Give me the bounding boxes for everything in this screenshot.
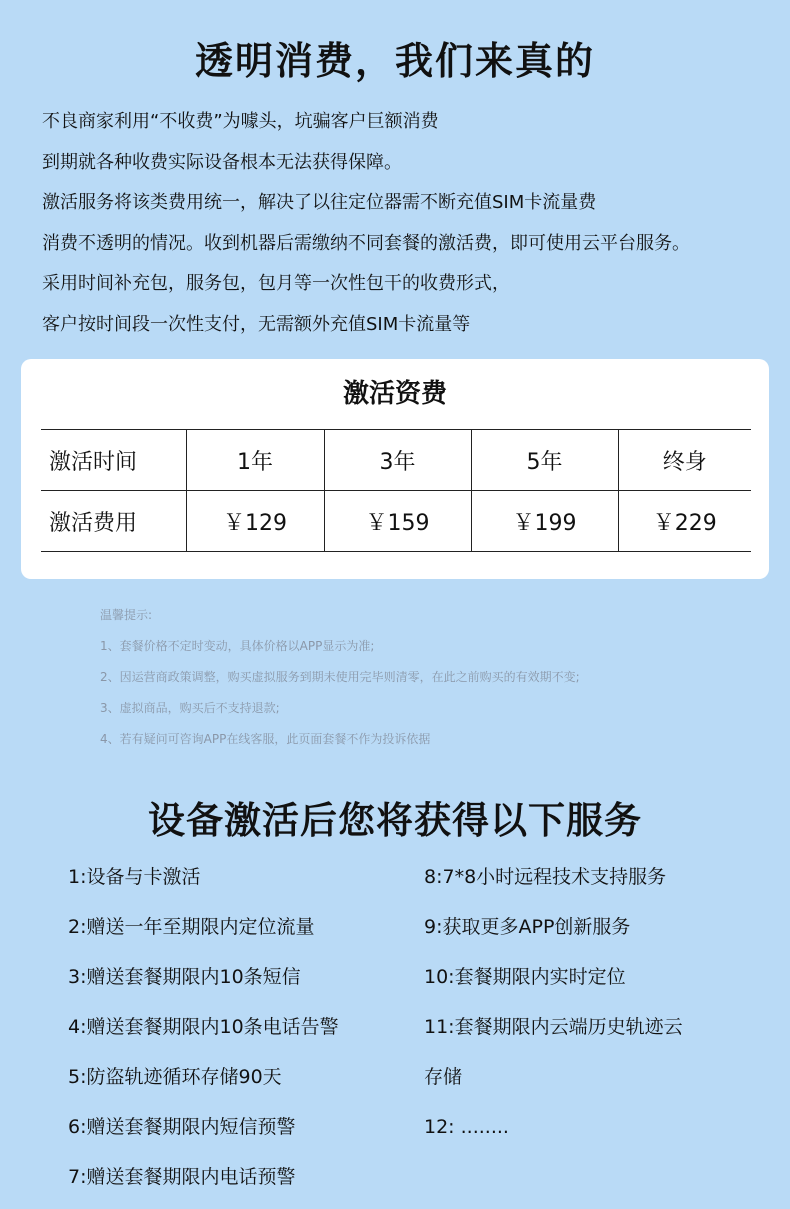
service-item: 3:赠送套餐期限内10条短信 — [68, 966, 301, 988]
fee-header-cell: 3年 — [324, 430, 471, 491]
fee-price-cell: ￥229 — [618, 491, 751, 552]
service-item: 4:赠送套餐期限内10条电话告警 — [68, 1016, 339, 1038]
fee-header-cell: 激活时间 — [41, 430, 186, 491]
intro-line: 不良商家利用“不收费”为噱头，坑骗客户巨额消费 — [42, 111, 439, 132]
fee-price-cell: ￥129 — [186, 491, 324, 552]
fee-table — [41, 429, 751, 552]
fee-header-cell: 5年 — [471, 430, 618, 491]
fee-price-cell: ￥159 — [324, 491, 471, 552]
intro-line: 激活服务将该类费用统一，解决了以往定位器需不断充值SIM卡流量费 — [42, 192, 597, 214]
service-item: 2:赠送一年至期限内定位流量 — [68, 916, 315, 938]
intro-line: 消费不透明的情况。收到机器后需缴纳不同套餐的激活费，即可使用云平台服务。 — [42, 232, 690, 254]
fee-header-row — [41, 430, 751, 491]
intro-line: 采用时间补充包，服务包，包月等一次性包干的收费形式， — [42, 273, 510, 295]
tips-heading: 温馨提示: — [100, 608, 153, 622]
fee-price-row — [41, 491, 751, 552]
page-title: 透明消费，我们来真的 — [194, 39, 595, 83]
fee-price-cell: 激活费用 — [41, 491, 186, 552]
fee-header-cell: 1年 — [186, 430, 324, 491]
service-item: 11:套餐期限内云端历史轨迹云 — [424, 1016, 683, 1038]
services-list-right — [424, 852, 683, 1152]
fee-card-title: 激活资费 — [342, 379, 447, 409]
services-title: 设备激活后您将获得以下服务 — [148, 799, 642, 842]
service-item: 8:7*8小时远程技术支持服务 — [424, 866, 667, 888]
fee-card — [21, 359, 769, 579]
service-item: 7:赠送套餐期限内电话预警 — [68, 1166, 296, 1188]
fee-price-cell: ￥199 — [471, 491, 618, 552]
service-item: 存储 — [424, 1066, 463, 1088]
service-item: 5:防盗轨迹循环存储90天 — [68, 1066, 282, 1088]
service-item: 12: ........ — [424, 1116, 509, 1138]
fee-header-cell: 终身 — [618, 430, 751, 491]
service-item: 9:获取更多APP创新服务 — [424, 916, 631, 938]
intro-line: 客户按时间段一次性支付，无需额外充值SIM卡流量等 — [42, 313, 471, 335]
intro-text — [42, 106, 690, 350]
tips-section — [100, 600, 580, 755]
tip-item: 2、因运营商政策调整，购买虚拟服务到期未使用完毕则清零，在此之前购买的有效期不变; — [100, 670, 580, 684]
tip-item: 1、套餐价格不定时变动，具体价格以APP显示为准; — [100, 639, 375, 653]
service-item: 1:设备与卡激活 — [68, 866, 201, 888]
service-item: 6:赠送套餐期限内短信预警 — [68, 1116, 296, 1138]
tip-item: 4、若有疑问可咨询APP在线客服，此页面套餐不作为投诉依据 — [100, 732, 431, 746]
service-item: 10:套餐期限内实时定位 — [424, 966, 626, 988]
services-list-left — [68, 852, 339, 1202]
tip-item: 3、虚拟商品，购买后不支持退款; — [100, 701, 280, 715]
intro-line: 到期就各种收费实际设备根本无法获得保障。 — [42, 151, 402, 173]
